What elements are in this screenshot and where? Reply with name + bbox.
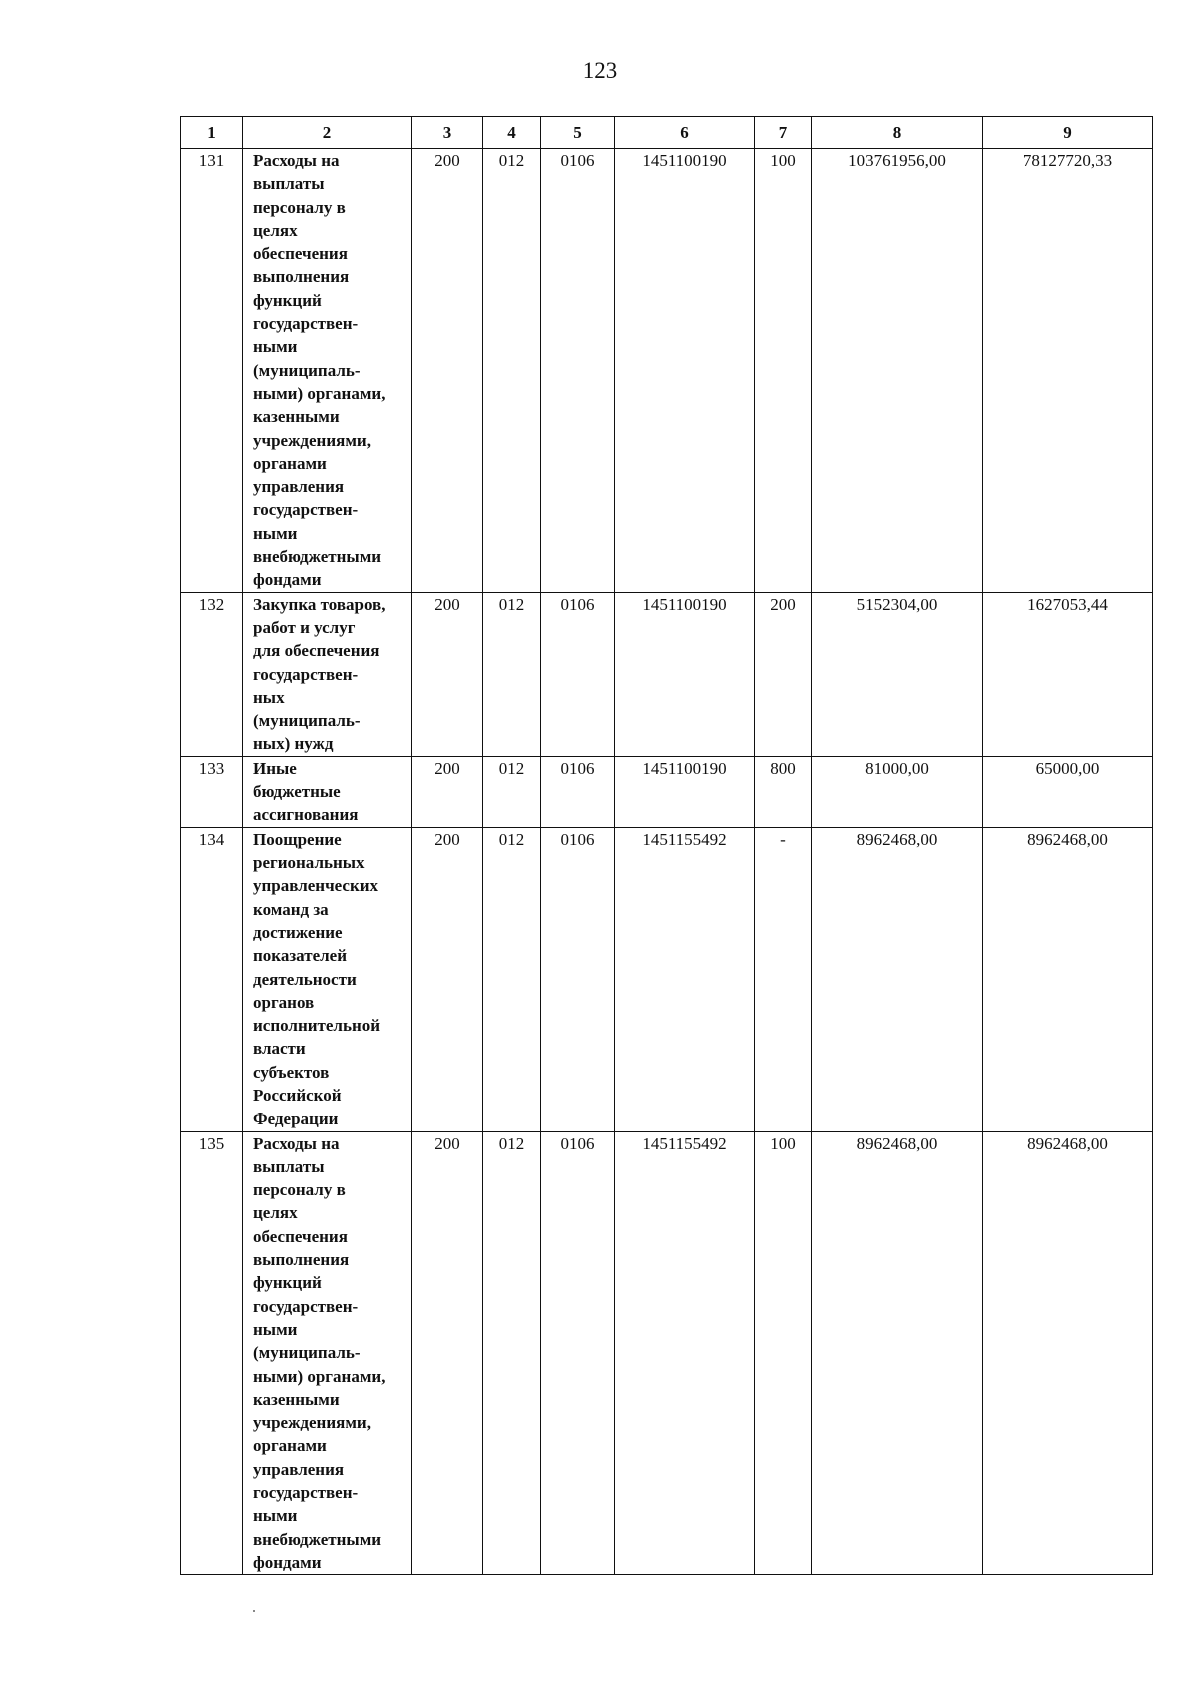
column-header: 2 [243, 117, 412, 149]
description-cell: Расходы на выплаты персоналу в целях обеспечения выполнения функций государствен- ными (муниципаль- ными) органами, казенными учреждениями, органами управления государствен- ными внебюджетными фондами [243, 149, 412, 593]
description-cell: Иные бюджетные ассигнования [243, 756, 412, 827]
code-cell: 0106 [541, 592, 615, 756]
column-header: 5 [541, 117, 615, 149]
table-row [181, 592, 1153, 756]
code-cell: 1451100190 [615, 149, 755, 593]
code-cell: 012 [483, 149, 541, 593]
code-cell: 200 [412, 149, 483, 593]
code-cell: 100 [755, 1131, 812, 1575]
description-cell: Поощрение региональных управленческих команд за достижение показателей деятельности органов исполнительной власти субъектов Российской Федерации [243, 827, 412, 1131]
code-cell: 012 [483, 592, 541, 756]
budget-table [180, 116, 1153, 1575]
amount-cell: 103761956,00 [812, 149, 983, 593]
column-header: 7 [755, 117, 812, 149]
table-row [181, 827, 1153, 1131]
code-cell: 0106 [541, 756, 615, 827]
code-cell: 012 [483, 827, 541, 1131]
amount-cell: 8962468,00 [812, 827, 983, 1131]
code-cell: 1451155492 [615, 827, 755, 1131]
code-cell: 0106 [541, 827, 615, 1131]
amount-cell: 1627053,44 [983, 592, 1153, 756]
row-number-cell: 135 [181, 1131, 243, 1575]
code-cell: 200 [412, 756, 483, 827]
column-header: 4 [483, 117, 541, 149]
amount-cell: 8962468,00 [812, 1131, 983, 1575]
amount-cell: 65000,00 [983, 756, 1153, 827]
code-cell: 012 [483, 1131, 541, 1575]
description-cell: Закупка товаров, работ и услуг для обеспечения государствен- ных (муниципаль- ных) нужд [243, 592, 412, 756]
table-row [181, 1131, 1153, 1575]
amount-cell: 78127720,33 [983, 149, 1153, 593]
amount-cell: 8962468,00 [983, 827, 1153, 1131]
code-cell: 1451100190 [615, 592, 755, 756]
code-cell: 200 [412, 1131, 483, 1575]
amount-cell: 8962468,00 [983, 1131, 1153, 1575]
header-row [181, 117, 1153, 149]
code-cell: 200 [755, 592, 812, 756]
column-header: 9 [983, 117, 1153, 149]
page-number: 123 [582, 58, 618, 83]
code-cell: 200 [412, 827, 483, 1131]
column-header: 1 [181, 117, 243, 149]
code-cell: 0106 [541, 149, 615, 593]
code-cell: 1451100190 [615, 756, 755, 827]
column-header: 6 [615, 117, 755, 149]
row-number-cell: 134 [181, 827, 243, 1131]
table-row [181, 149, 1153, 593]
column-header: 3 [412, 117, 483, 149]
code-cell: 800 [755, 756, 812, 827]
code-cell: 012 [483, 756, 541, 827]
code-cell: 100 [755, 149, 812, 593]
scan-speck [253, 1610, 255, 1612]
table-row [181, 756, 1153, 827]
amount-cell: 81000,00 [812, 756, 983, 827]
code-cell: 1451155492 [615, 1131, 755, 1575]
row-number-cell: 133 [181, 756, 243, 827]
row-number-cell: 132 [181, 592, 243, 756]
column-header: 8 [812, 117, 983, 149]
description-cell: Расходы на выплаты персоналу в целях обеспечения выполнения функций государствен- ными (муниципаль- ными) органами, казенными учреждениями, органами управления государствен- ными внебюджетными фондами [243, 1131, 412, 1575]
code-cell: 200 [412, 592, 483, 756]
row-number-cell: 131 [181, 149, 243, 593]
amount-cell: 5152304,00 [812, 592, 983, 756]
code-cell: 0106 [541, 1131, 615, 1575]
code-cell: - [755, 827, 812, 1131]
